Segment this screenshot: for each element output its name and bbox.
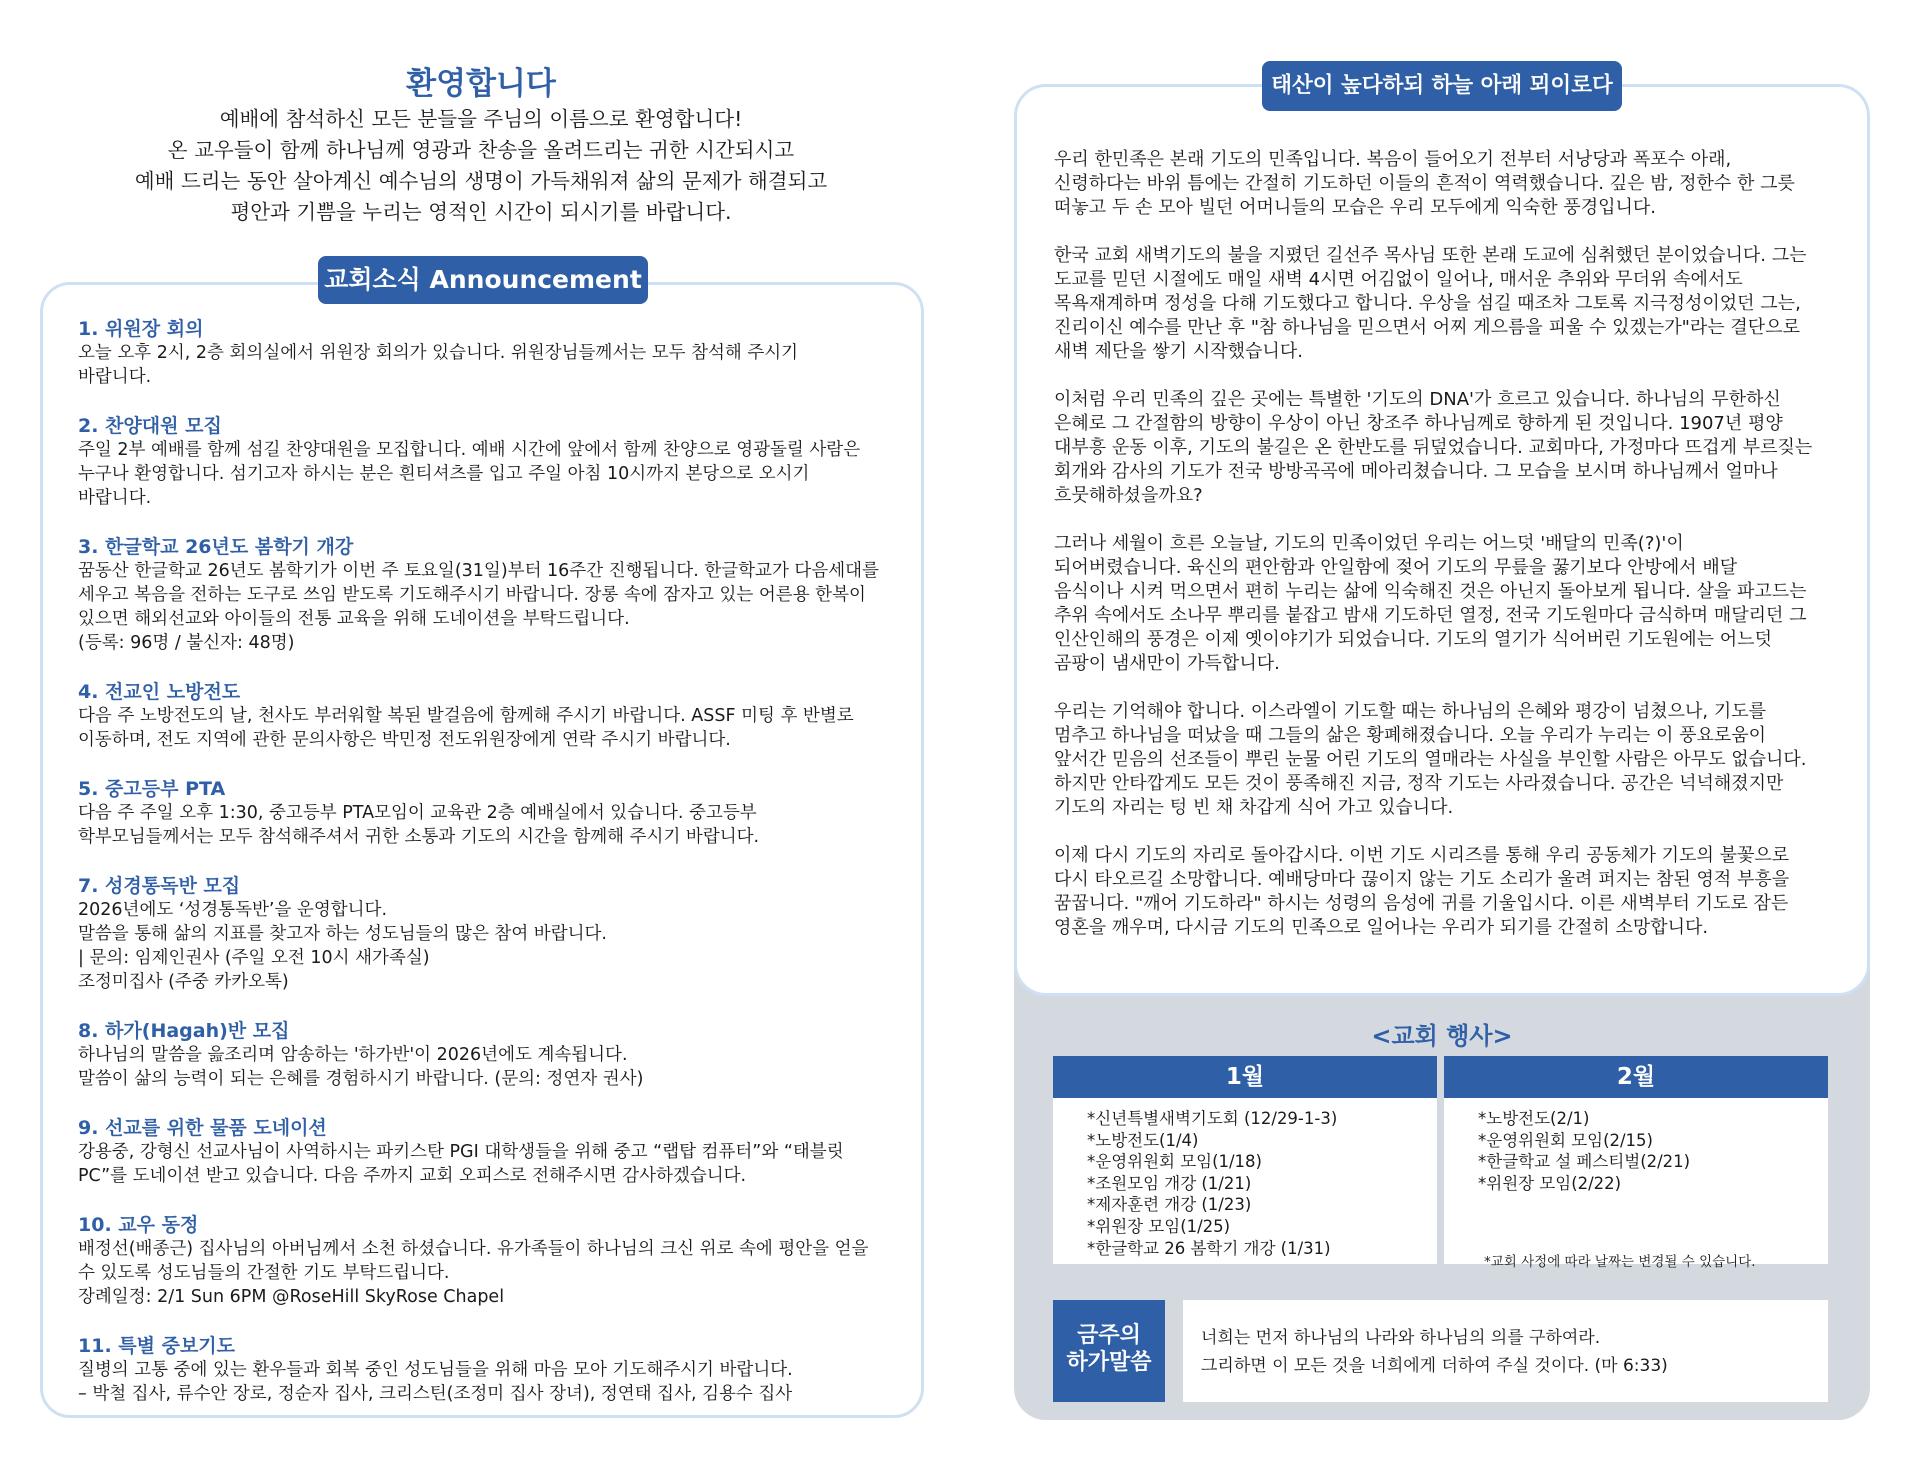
event-item: *한글학교 설 페스티벌(2/21) (1478, 1152, 1691, 1172)
event-item: *운영위원회 모임(1/18) (1087, 1152, 1262, 1172)
event-item: *신년특별새벽기도회 (12/29-1-3) (1087, 1109, 1338, 1128)
announcement-title: 7. 성경통독반 모집 (78, 875, 241, 897)
announcement-title: 1. 위원장 회의 (78, 318, 204, 340)
announcement-item (78, 1019, 913, 1091)
article-line: 되어버렸습니다. 육신의 편안함과 안일함에 젖어 기도의 무릎을 꿇기보다 안방에서 배달 (1054, 557, 1738, 578)
article-line: 이처럼 우리 민족의 깊은 곳에는 특별한 '기도의 DNA'가 흐르고 있습니다. 하나님의 무한하신 (1054, 389, 1781, 410)
welcome-line: 예배 드리는 동안 살아계신 예수님의 생명이 가득채워져 삶의 문제가 해결되고 (134, 169, 828, 193)
event-item: *한글학교 26 봄학기 개강 (1/31) (1087, 1238, 1331, 1258)
announcement-text: 바랍니다. (78, 488, 152, 508)
welcome-title: 환영합니다 (406, 66, 556, 102)
announcement-title: 3. 한글학교 26년도 봄학기 개강 (78, 536, 354, 558)
announcement-text: PC”를 도네이션 받고 있습니다. 다음 주까지 교회 오피스로 전해주시면 감사하겠습니다. (78, 1166, 747, 1186)
article-line: 떠놓고 두 손 모아 빌던 어머니들의 모습은 우리 모두에게 익숙한 풍경입니다. (1054, 197, 1656, 218)
announcement-text: 이동하며, 전도 지역에 관한 문의사항은 박민정 전도위원장에게 연락 주시기 바랍니다. (78, 730, 731, 750)
welcome-line: 온 교우들이 함께 하나님께 영광과 찬송을 올려드리는 귀한 시간되시고 (167, 138, 795, 162)
event-item: *노방전도(1/4) (1087, 1130, 1199, 1150)
article-paragraph (1054, 244, 1854, 364)
announcement-item (78, 680, 913, 752)
article-line: 우리는 기억해야 합니다. 이스라엘이 기도할 때는 하나님의 은혜와 평강이 넘쳤으나, 기도를 (1054, 701, 1767, 722)
article-heading: 태산이 높다하되 하늘 아래 뫼이로다 (1262, 61, 1622, 111)
announcement-text: 다음 주 주일 오후 1:30, 중고등부 PTA모임이 교육관 2층 예배실에서 있습니다. 중고등부 (78, 803, 757, 823)
announcement-item (78, 317, 913, 389)
announcement-item (78, 1213, 913, 1309)
announcement-text: – 박철 집사, 류수안 장로, 정순자 집사, 크리스틴(조정미 집사 장녀), 정연태 집사, 김용수 집사 (78, 1384, 793, 1404)
article-line: 그러나 세월이 흐른 오늘날, 기도의 민족이었던 우리는 어느덧 '배달의 민족(?)'이 (1054, 533, 1684, 554)
welcome-line: 평안과 기쁨을 누리는 영적인 시간이 되시기를 바랍니다. (230, 200, 732, 224)
article-line: 진리이신 예수를 만난 후 "참 하나님을 믿으면서 어찌 게으름을 피울 수 있겠는가"라는 결단으로 (1054, 317, 1800, 338)
article-paragraph (1054, 700, 1854, 820)
article-line: 회개와 감사의 기도가 전국 방방곡곡에 메아리쳤습니다. 그 모습을 보시며 하나님께서 얼마나 (1054, 461, 1778, 482)
month-header: 2월 (1444, 1056, 1828, 1098)
article-paragraph (1054, 844, 1854, 940)
announcement-text: 세우고 복음을 전하는 도구로 쓰임 받도록 기도해주시기 바랍니다. 장롱 속에 잠자고 있는 어른용 한복이 (78, 585, 866, 605)
article-line: 기도의 자리는 텅 빈 채 차갑게 식어 가고 있습니다. (1054, 797, 1454, 818)
article-line: 흐뭇해하셨을까요? (1054, 485, 1203, 506)
article-line: 새벽 제단을 쌓기 시작했습니다. (1054, 341, 1303, 362)
article-line: 멈추고 하나님을 떠났을 때 그들의 삶은 황폐해졌습니다. 오늘 우리가 누리는 이 풍요로움이 (1054, 725, 1767, 746)
announcement-heading: 교회소식 Announcement (318, 256, 648, 304)
announcement-text: 바랍니다. (78, 367, 152, 387)
article-line: 은혜로 그 간절함의 방향이 우상이 아닌 창조주 하나님께로 향하게 된 것입니다. 1907년 평양 (1054, 413, 1783, 434)
article-line: 음식이나 시켜 먹으면서 편히 누리는 삶에 익숙해진 것은 아닌지 돌아보게 됩니다. 살을 파고드는 (1054, 581, 1807, 602)
welcome-message (0, 104, 962, 228)
announcement-text: 강용중, 강형신 선교사님이 사역하시는 파키스탄 PGI 대학생들을 위해 중고 “랩탑 컴퓨터”와 “태블릿 (78, 1142, 844, 1162)
article-line: 인산인해의 풍경은 이제 옛이야기가 되었습니다. 기도의 열기가 식어버린 기도원에는 어느덧 (1054, 629, 1772, 650)
verse-line: 그리하면 이 모든 것을 너희에게 더하여 주실 것이다. (마 6:33) (1201, 1356, 1668, 1376)
welcome-line: 예배에 참석하신 모든 분들을 주님의 이름으로 환영합니다! (219, 107, 743, 131)
month-header: 1월 (1053, 1056, 1437, 1098)
announcement-item (78, 874, 913, 994)
announcement-item (78, 1334, 913, 1406)
verse-label-line: 하가말씀 (1066, 1350, 1152, 1375)
announcement-title: 8. 하가(Hagah)반 모집 (78, 1020, 290, 1042)
announcement-text: 주일 2부 예배를 함께 섬길 찬양대원을 모집합니다. 예배 시간에 앞에서 함께 찬양으로 영광돌릴 사람은 (78, 440, 861, 460)
announcement-text: 장례일정: 2/1 Sun 6PM @RoseHill SkyRose Chapel (78, 1287, 505, 1307)
article-line: 하지만 안타깝게도 모든 것이 풍족해진 지금, 정작 기도는 사라졌습니다. 공간은 넉넉해졌지만 (1054, 773, 1784, 794)
article-line: 이제 다시 기도의 자리로 돌아갑시다. 이번 기도 시리즈를 통해 우리 공동체가 기도의 불꽃으로 (1054, 845, 1790, 866)
article-line: 한국 교회 새벽기도의 불을 지폈던 길선주 목사님 또한 본래 도교에 심취했던 분이었습니다. 그는 (1054, 245, 1807, 266)
announcement-text: 누구나 환영합니다. 섬기고자 하시는 분은 흰티셔츠를 입고 주일 아침 10시까지 본당으로 오시기 (78, 464, 810, 484)
event-item: *위원장 모임(1/25) (1087, 1216, 1231, 1236)
announcement-text: 말씀이 삶의 능력이 되는 은혜를 경험하시기 바랍니다. (문의: 정연자 권사) (78, 1069, 644, 1089)
verse-label-line: 금주의 (1077, 1323, 1141, 1348)
events-january (1053, 1056, 1437, 1264)
announcement-text: | 문의: 임제인권사 (주일 오전 10시 새가족실) (78, 948, 430, 968)
announcement-text: 2026년에도 ‘성경통독반’을 운영합니다. (78, 900, 388, 920)
announcement-title: 2. 찬양대원 모집 (78, 415, 222, 437)
announcement-text: 오늘 오후 2시, 2층 회의실에서 위원장 회의가 있습니다. 위원장님들께서는 모두 참석해 주시기 (78, 343, 799, 363)
announcement-title: 10. 교우 동정 (78, 1214, 199, 1236)
event-item: *위원장 모임(2/22) (1478, 1173, 1622, 1193)
announcement-item (78, 414, 913, 510)
article-line: 영혼을 깨우며, 다시금 기도의 민족으로 일어나는 우리가 되기를 간절히 소망합니다. (1054, 917, 1709, 938)
events-title: <교회 행사> (1371, 1022, 1513, 1050)
article-line: 곰팡이 냄새만이 가득합니다. (1054, 653, 1280, 674)
announcement-text: 수 있도록 성도님들의 간절한 기도 부탁드립니다. (78, 1263, 450, 1283)
article-line: 앞서간 믿음의 선조들이 뿌린 눈물 어린 기도의 열매라는 사실을 부인할 사람은 아무도 없습니다. (1054, 749, 1807, 770)
event-item: *조원모임 개강 (1/21) (1087, 1173, 1252, 1193)
announcement-title: 4. 전교인 노방전도 (78, 681, 241, 703)
event-item: *노방전도(2/1) (1478, 1109, 1590, 1128)
event-list (1478, 1108, 1690, 1194)
events-february (1444, 1056, 1828, 1270)
announcement-text: 다음 주 노방전도의 날, 천사도 부러워할 복된 발걸음에 함께해 주시기 바랍니다. ASSF 미팅 후 반별로 (78, 706, 854, 726)
article-paragraph (1054, 532, 1854, 676)
event-item: *제자훈련 개강 (1/23) (1087, 1195, 1252, 1215)
announcement-text: 배정선(배종근) 집사님의 아버님께서 소천 하셨습니다. 유가족들이 하나님의 크신 위로 속에 평안을 얻을 (78, 1239, 869, 1259)
verse-line: 너희는 먼저 하나님의 나라와 하나님의 의를 구하여라. (1201, 1328, 1601, 1348)
verse-box (1183, 1300, 1828, 1402)
announcement-text: (등록: 96명 / 불신자: 48명) (78, 633, 295, 653)
announcement-text: 하나님의 말씀을 읊조리며 암송하는 '하가반'이 2026년에도 계속됩니다. (78, 1045, 628, 1065)
announcement-text: 말씀을 통해 삶의 지표를 찾고자 하는 성도님들의 많은 참여 바랍니다. (78, 924, 607, 944)
event-item: *운영위원회 모임(2/15) (1478, 1130, 1653, 1150)
verse-text (1201, 1324, 1668, 1380)
announcement-title: 5. 중고등부 PTA (78, 778, 226, 800)
article-line: 우리 한민족은 본래 기도의 민족입니다. 복음이 들어오기 전부터 서낭당과 폭포수 아래, (1054, 149, 1732, 170)
announcement-item (78, 1116, 913, 1188)
announcement-item (78, 535, 913, 655)
article-line: 목욕재계하며 정성을 다해 기도했다고 합니다. 우상을 섬길 때조차 그토록 지극정성이었던 그는, (1054, 293, 1801, 314)
announcement-text: 있으면 해외선교와 아이들의 전통 교육을 위해 도네이션을 부탁드립니다. (78, 609, 630, 629)
events-note: *교회 사정에 따라 날짜는 변경될 수 있습니다. (1484, 1254, 1756, 1270)
article-line: 다시 타오르길 소망합니다. 예배당마다 끊이지 않는 기도 소리가 울려 퍼지는 참된 영적 부흥을 (1054, 869, 1790, 890)
article-line: 추위 속에서도 소나무 뿌리를 붙잡고 밤새 기도하던 열정, 전국 기도원마다 금식하며 매달리던 그 (1054, 605, 1807, 626)
article-body (1054, 148, 1854, 964)
verse-label (1053, 1300, 1165, 1402)
announcement-text: 학부모님들께서는 모두 참석해주셔서 귀한 소통과 기도의 시간을 함께해 주시기 바랍니다. (78, 827, 760, 847)
announcement-title: 9. 선교를 위한 물품 도네이션 (78, 1117, 327, 1139)
announcement-list (78, 317, 913, 1431)
announcement-text: 꿈동산 한글학교 26년도 봄학기가 이번 주 토요일(31일)부터 16주간 진행됩니다. 한글학교가 다음세대를 (78, 561, 879, 581)
article-paragraph (1054, 148, 1854, 220)
article-line: 도교를 믿던 시절에도 매일 새벽 4시면 어김없이 일어나, 매서운 추위와 무더위 속에서도 (1054, 269, 1743, 290)
article-paragraph (1054, 388, 1854, 508)
announcement-title: 11. 특별 중보기도 (78, 1335, 236, 1357)
article-line: 대부흥 운동 이후, 기도의 불길은 온 한반도를 뒤덮었습니다. 교회마다, 가정마다 뜨겁게 부르짖는 (1054, 437, 1813, 458)
article-line: 꿈꿉니다. "깨어 기도하라" 하시는 성령의 음성에 귀를 기울입시다. 이른 새벽부터 기도로 잠든 (1054, 893, 1789, 914)
announcement-text: 조정미집사 (주중 카카오톡) (78, 972, 289, 992)
event-list (1087, 1108, 1337, 1259)
announcement-item (78, 777, 913, 849)
announcement-text: 질병의 고통 중에 있는 환우들과 회복 중인 성도님들을 위해 마음 모아 기도해주시기 바랍니다. (78, 1360, 793, 1380)
article-line: 신령하다는 바위 틈에는 간절히 기도하던 이들의 흔적이 역력했습니다. 깊은 밤, 정한수 한 그릇 (1054, 173, 1795, 194)
